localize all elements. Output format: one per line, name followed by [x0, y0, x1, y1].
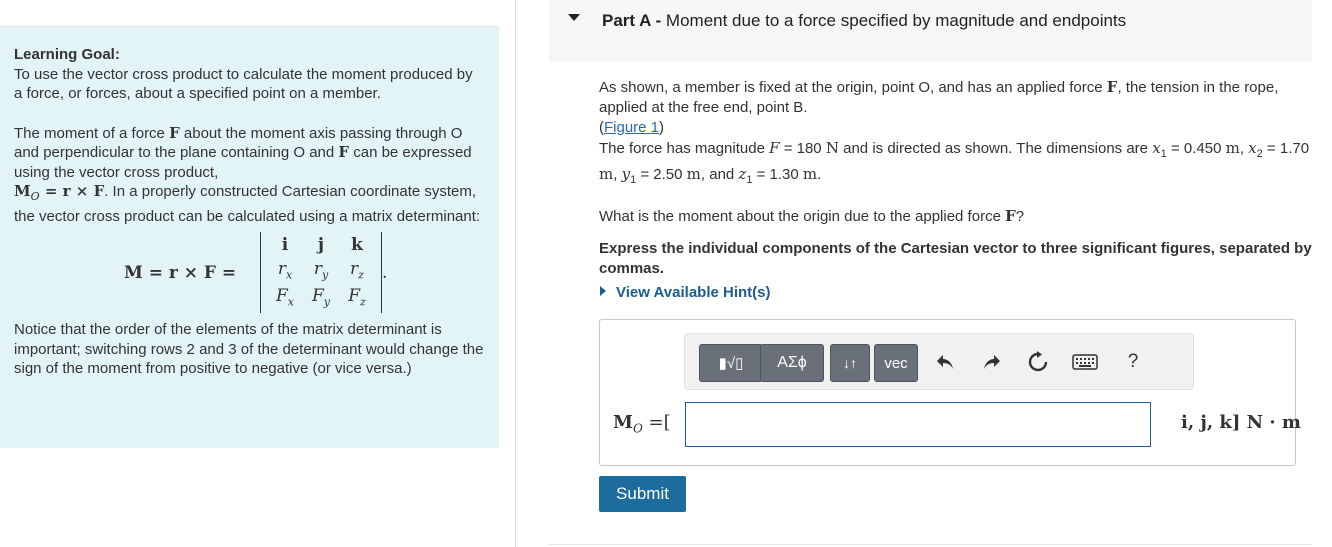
problem-statement — [599, 77, 1319, 279]
collapse-caret-icon[interactable] — [568, 14, 580, 21]
subscript-superscript-button[interactable]: ↓↑ — [830, 344, 870, 382]
part-title[interactable]: Part A - Moment due to a force specified by magnitude and endpoints — [602, 11, 1127, 30]
reset-icon[interactable] — [1024, 348, 1052, 376]
templates-button[interactable]: ▮√▯ — [699, 344, 763, 382]
matrix-lhs: M = r × F = — [124, 263, 237, 283]
vector-button[interactable]: vec — [874, 344, 918, 382]
learning-goal-paragraph: The moment of a force F about the moment axis passing through O and perpendicular to the plane containing O and F can be expressed using the vector cross product, $M_O = r \times F$. In a properly constructed Cartesian coordinate system, the vector cross product can be calculated using a matrix determinant: — [14, 123, 481, 225]
learning-goal-note: Notice that the order of the elements of the matrix determinant is important; switching rows 2 and 3 of the determinant would change the sign of the moment from positive to negative (or vice versa.) — [14, 321, 484, 377]
bottom-divider — [549, 544, 1312, 545]
moment-answer-input[interactable] — [685, 402, 1151, 447]
answer-units: i, j, k] N · m — [1181, 412, 1301, 433]
matrix-row-unit: i j k — [281, 234, 363, 255]
view-hints-link[interactable]: View Available Hint(s) — [600, 284, 771, 301]
submit-button[interactable]: Submit — [599, 476, 686, 512]
help-button[interactable]: ? — [1127, 351, 1139, 372]
learning-goal-content — [14, 45, 484, 379]
redo-icon[interactable] — [978, 348, 1006, 376]
greek-letters-button[interactable]: ΑΣϕ — [760, 344, 824, 382]
matrix-period: . — [382, 263, 388, 283]
problem-description: As shown, a member is fixed at the origin, point O, and has an applied force F, the tension in the rope, applied at the free end, point B. (Figure 1) The force has magnitude F = 180 N and is directed as shown. The dimensions are $x_1 = 0.450$ m, $x_2 = 1.70$ m, $y_1 = 2.50$ m, and $z_1 = 1.30$ m. — [599, 78, 1310, 186]
learning-goal-panel — [0, 27, 499, 448]
learning-goal-intro: To use the vector cross product to calculate the moment produced by a force, or forces, about a specified point on a member. — [14, 65, 473, 102]
question-text: What is the moment about the origin due to the applied force F? — [599, 207, 1025, 225]
moment-formula: $M_O = r \times F$ — [14, 182, 105, 203]
figure-link[interactable]: Figure 1 — [604, 119, 660, 136]
math-toolbar — [684, 333, 1194, 390]
part-header[interactable] — [549, 0, 1312, 62]
column-divider — [515, 0, 516, 547]
matrix-determinant — [260, 232, 382, 313]
keyboard-icon[interactable] — [1071, 348, 1099, 376]
expand-triangle-icon — [600, 286, 606, 296]
answer-instructions: Express the individual components of the Cartesian vector to three significant figures, separated by commas. — [599, 240, 1312, 277]
matrix-row-r: $r_x$ $r_y$ $r_z$ — [277, 259, 364, 282]
answer-label: $M_O$ =[ — [613, 412, 671, 436]
learning-goal-title: Learning Goal: — [14, 46, 120, 63]
determinant-formula — [14, 230, 484, 320]
undo-icon[interactable] — [931, 348, 959, 376]
matrix-row-F: $F_x$ $F_y$ $F_z$ — [275, 286, 366, 309]
